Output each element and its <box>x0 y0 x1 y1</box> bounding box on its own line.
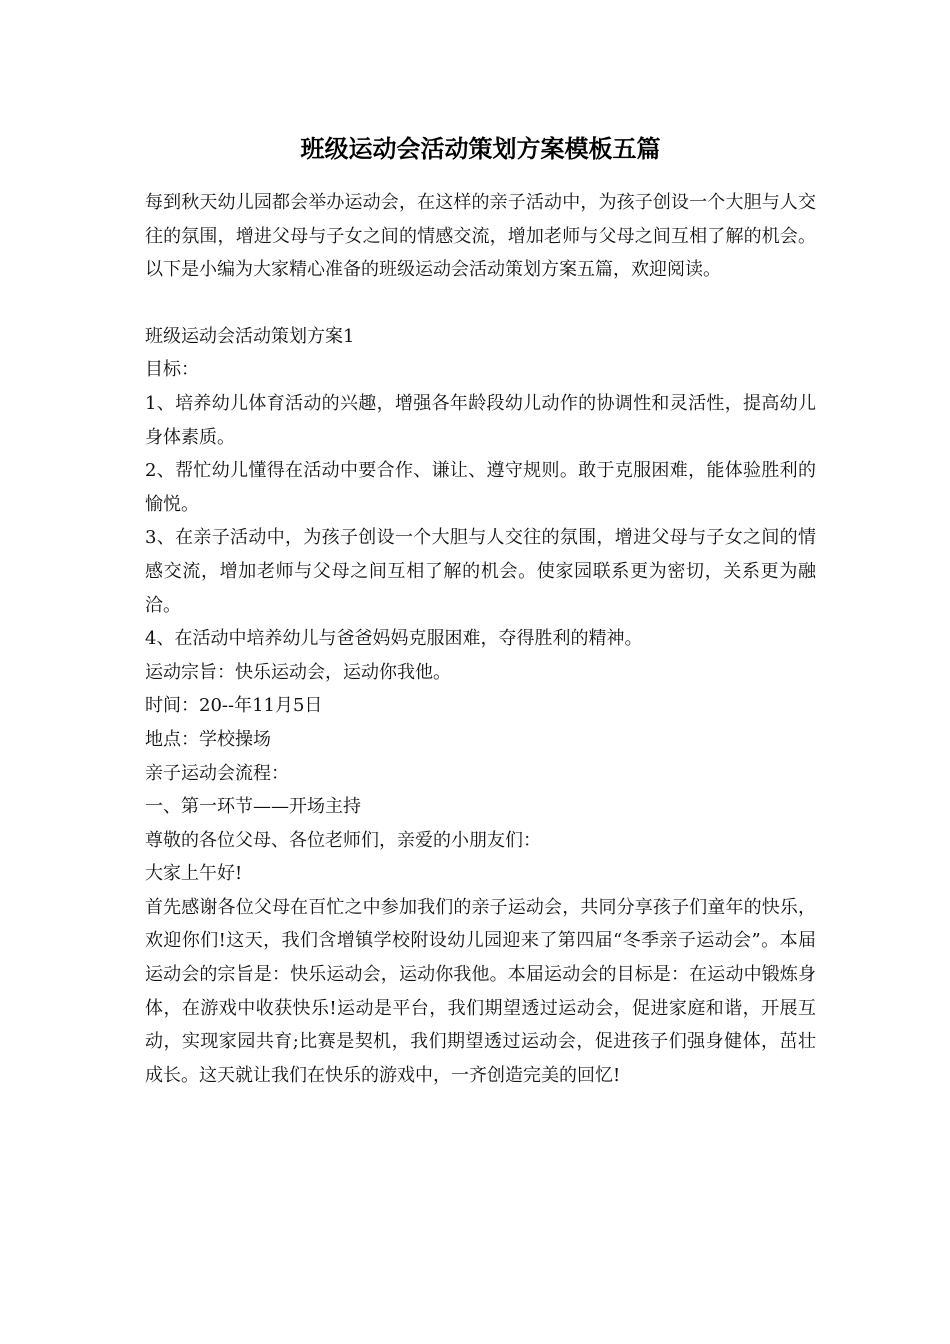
event-motto: 运动宗旨：快乐运动会，运动你我他。 <box>145 661 451 683</box>
goal-item-4: 4、在活动中培养幼儿与爸爸妈妈克服困难，夺得胜利的精神。 <box>145 628 643 650</box>
greeting-line: 尊敬的各位父母、各位老师们，亲爱的小朋友们： <box>145 829 541 851</box>
document-title: 班级运动会活动策划方案模板五篇 <box>300 134 661 163</box>
intro-paragraph: 每到秋天幼儿园都会举办运动会，在这样的亲子活动中，为孩子创设一个大胆与人交往的氛围，增进父母与子女之间的情感交流，增加老师与父母之间互相了解的机会。以下是小编为大家精心准备的班级运动会活动策划方案五篇，欢迎阅读。 <box>145 192 816 281</box>
greeting-morning: 大家上午好! <box>145 863 243 885</box>
goal-item-1: 1、培养幼儿体育活动的兴趣，增强各年龄段幼儿动作的协调性和灵活性，提高幼儿身体素质。 <box>145 392 816 448</box>
event-flow-label: 亲子运动会流程： <box>145 762 289 784</box>
flow-step-1: 一、第一环节——开场主持 <box>145 796 361 818</box>
event-time: 时间：20--年11月5日 <box>145 695 323 717</box>
section-heading: 班级运动会活动策划方案1 <box>145 325 355 347</box>
opening-speech: 首先感谢各位父母在百忙之中参加我们的亲子运动会，共同分享孩子们童年的快乐，欢迎你们!这天，我们含增镇学校附设幼儿园迎来了第四届“冬季亲子运动会”。本届运动会的宗旨是：快乐运动会，运动你我他。本届运动会的目标是：在运动中锻炼身体，在游戏中收获快乐!运动是平台，我们期望透过运动会，促进家庭和谐，开展互动，实现家园共育;比赛是契机，我们期望透过运动会，促进孩子们强身健体，茁壮成长。这天就让我们在快乐的游戏中，一齐创造完美的回忆! <box>145 896 816 1086</box>
goal-item-3: 3、在亲子活动中，为孩子创设一个大胆与人交往的氛围，增进父母与子女之间的情感交流，增加老师与父母之间互相了解的机会。使家园联系更为密切，关系更为融洽。 <box>145 527 816 616</box>
goal-item-2: 2、帮忙幼儿懂得在活动中要合作、谦让、遵守规则。敢于克服困难，能体验胜利的愉悦。 <box>145 460 816 515</box>
event-location: 地点：学校操场 <box>145 728 271 750</box>
goals-label: 目标： <box>145 359 199 381</box>
